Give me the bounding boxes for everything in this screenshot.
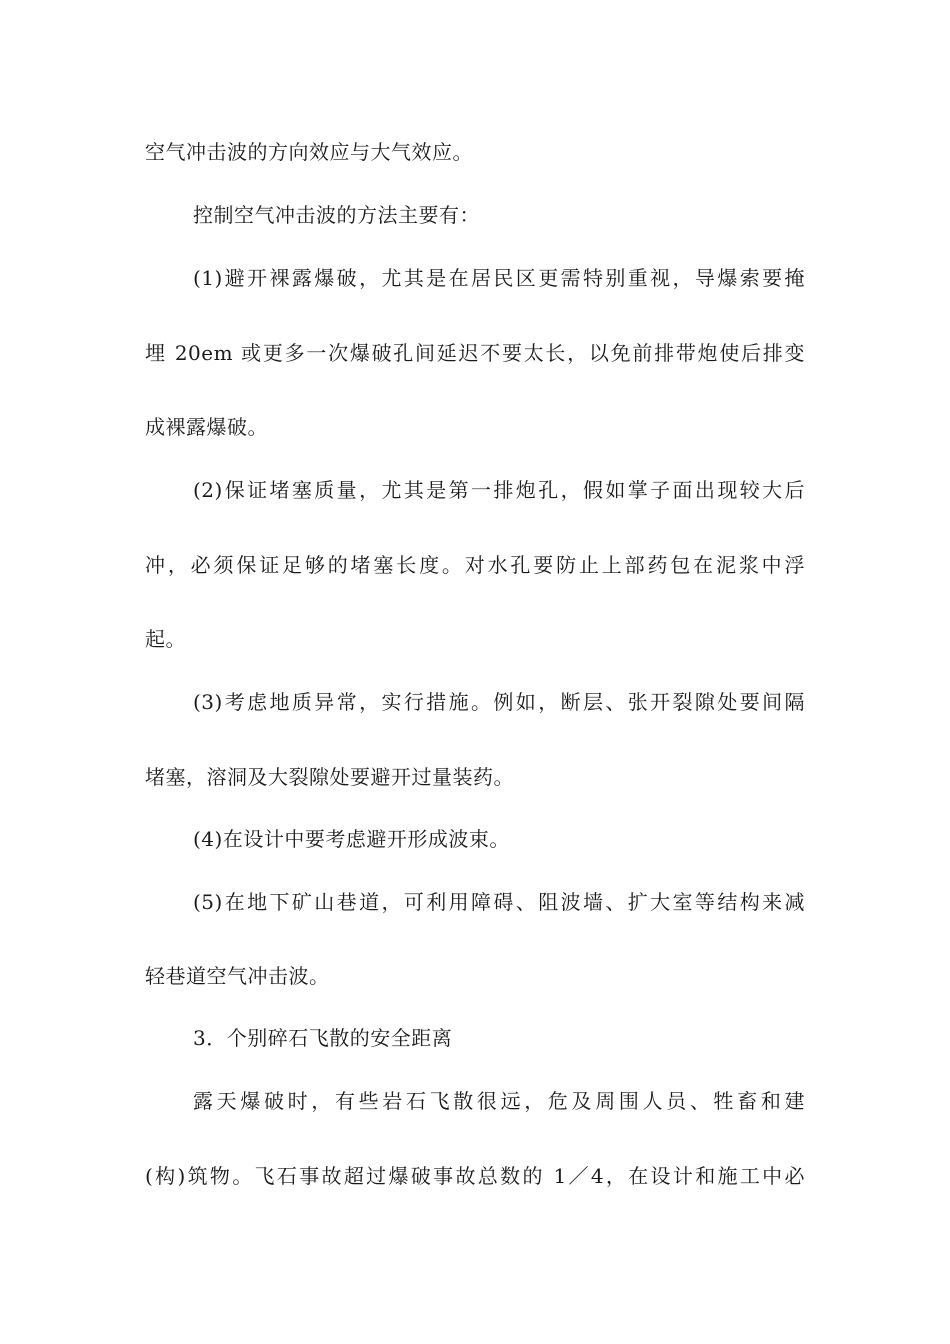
text-line: 控制空气冲击波的方法主要有：	[193, 203, 480, 227]
text-line: 空气冲击波的方向效应与大气效应。	[145, 140, 473, 164]
text-line: 成裸露爆破。	[145, 415, 268, 439]
text-line: (4)在设计中要考虑避开形成波束。	[193, 827, 510, 851]
text-line: 堵塞，溶洞及大裂隙处要避开过量装药。	[145, 765, 514, 789]
text-line: 埋 20em 或更多一次爆破孔间延迟不要太长，以免前排带炮使后排变	[145, 341, 805, 365]
text-line: (构)筑物。飞石事故超过爆破事故总数的 1／4，在设计和施工中必	[145, 1164, 805, 1188]
text-line: 冲，必须保证足够的堵塞长度。对水孔要防止上部药包在泥浆中浮	[145, 553, 805, 577]
text-line: (3)考虑地质异常，实行措施。例如，断层、张开裂隙处要间隔	[193, 690, 805, 714]
text-line: 起。	[145, 627, 186, 651]
text-line: (1)避开裸露爆破，尤其是在居民区更需特别重视，导爆索要掩	[193, 266, 805, 290]
section-heading: 3．个别碎石飞散的安全距离	[193, 1026, 453, 1050]
text-line: (2)保证堵塞质量，尤其是第一排炮孔，假如掌子面出现较大后	[193, 478, 805, 502]
text-line: (5)在地下矿山巷道，可利用障碍、阻波墙、扩大室等结构来减	[193, 890, 805, 914]
text-line: 轻巷道空气冲击波。	[145, 964, 330, 988]
text-line: 露天爆破时，有些岩石飞散很远，危及周围人员、牲畜和建	[193, 1089, 805, 1113]
